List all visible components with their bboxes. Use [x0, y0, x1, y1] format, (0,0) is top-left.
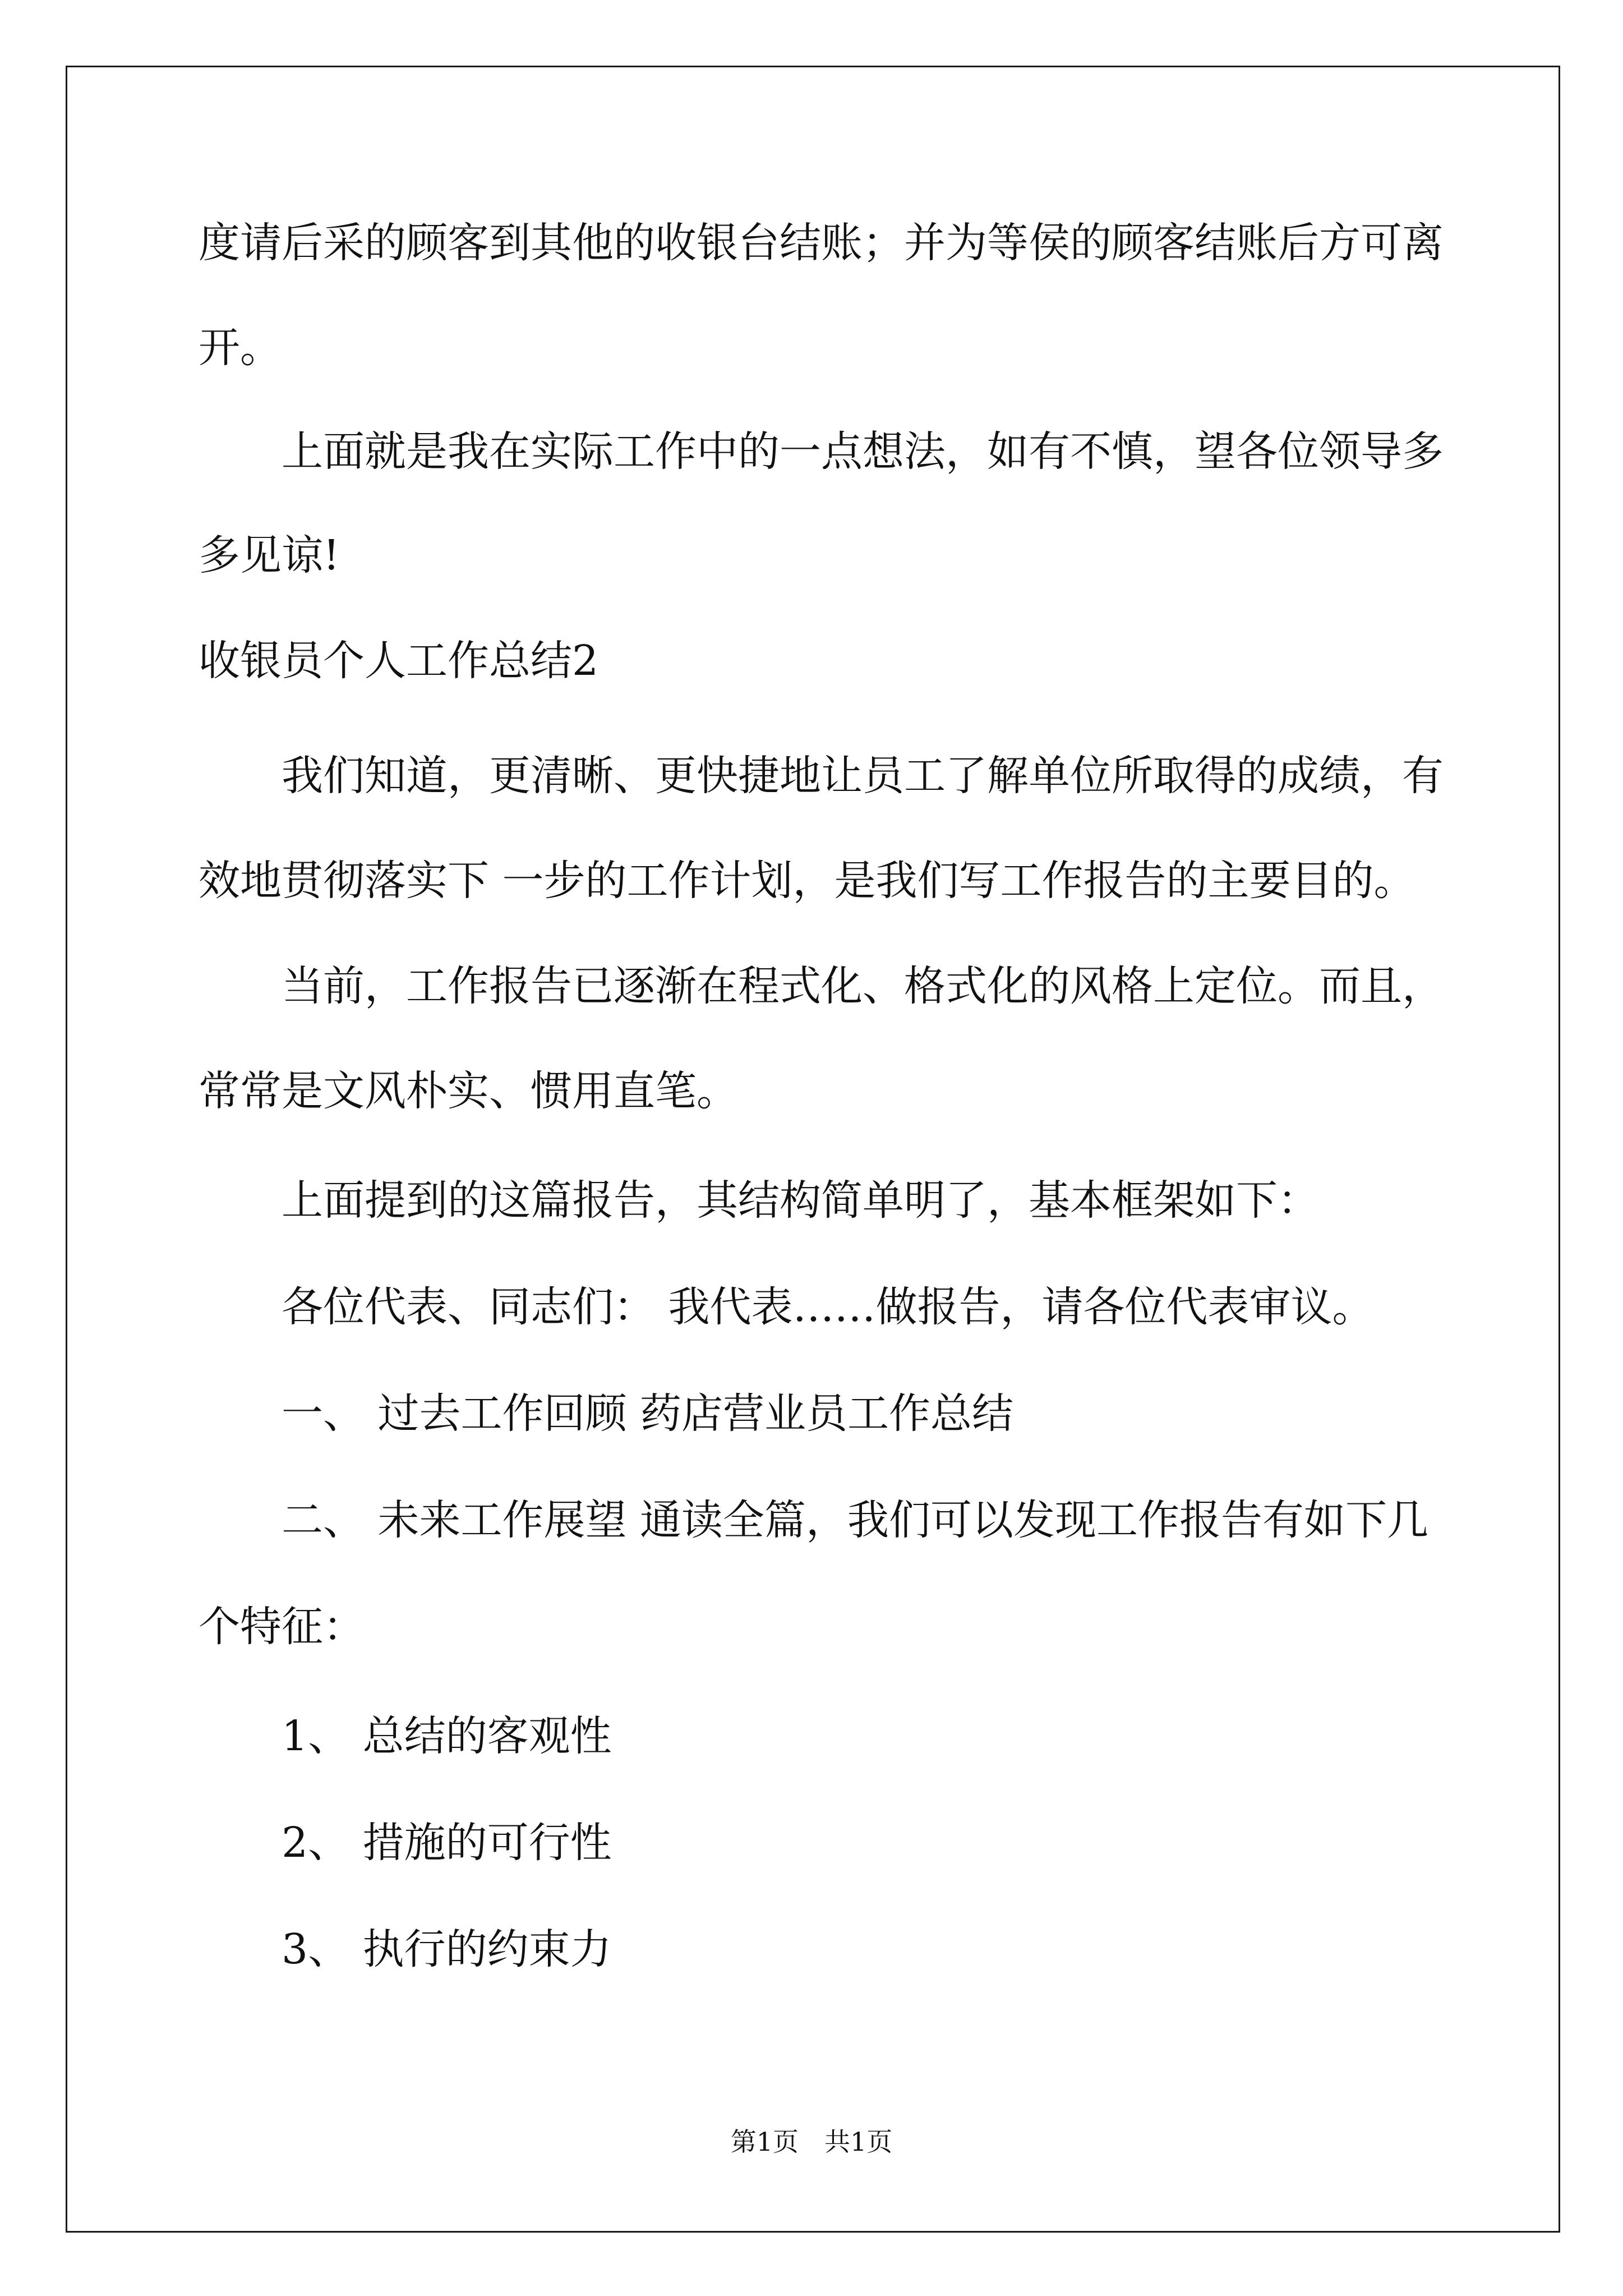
list-item-2: 2、 措施的可行性: [282, 1819, 612, 1867]
page-footer: 第1页 共1页: [730, 2127, 893, 2157]
text-line-10: 上面提到的这篇报告，其结构简单明了，基本框架如下：: [282, 1176, 1319, 1225]
text-line-1: 度请后采的顾客到其他的收银台结账；并为等侯的顾客结账后方可离: [199, 219, 1444, 267]
text-line-11: 各位代表、同志们： 我代表……做报告，请各位代表审议。: [282, 1283, 1374, 1331]
list-item-3: 3、 执行的约束力: [282, 1925, 612, 1973]
text-line-7: 效地贯彻落实下 一步的工作计划，是我们写工作报告的主要目的。: [199, 857, 1415, 905]
text-line-8: 当前，工作报告已逐渐在程式化、格式化的风格上定位。而且，: [282, 962, 1444, 1010]
section-heading: 收银员个人工作总结2: [199, 637, 599, 685]
text-line-2: 开。: [199, 324, 282, 372]
text-line-3: 上面就是我在实际工作中的一点想法，如有不慎，望各位领导多: [282, 427, 1444, 476]
text-line-4: 多见谅!: [199, 531, 340, 579]
text-line-13: 二、 未来工作展望 通读全篇，我们可以发现工作报告有如下几: [282, 1496, 1429, 1544]
text-line-14: 个特征：: [199, 1603, 365, 1651]
text-line-6: 我们知道，更清晰、更快捷地让员工了解单位所取得的成绩，有: [282, 752, 1444, 800]
list-item-1: 1、 总结的客观性: [282, 1712, 612, 1760]
text-line-12: 一、 过去工作回顾 药店营业员工作总结: [282, 1389, 1014, 1438]
text-line-9: 常常是文风朴实、惯用直笔。: [199, 1067, 738, 1115]
page-border: [66, 66, 1560, 2233]
